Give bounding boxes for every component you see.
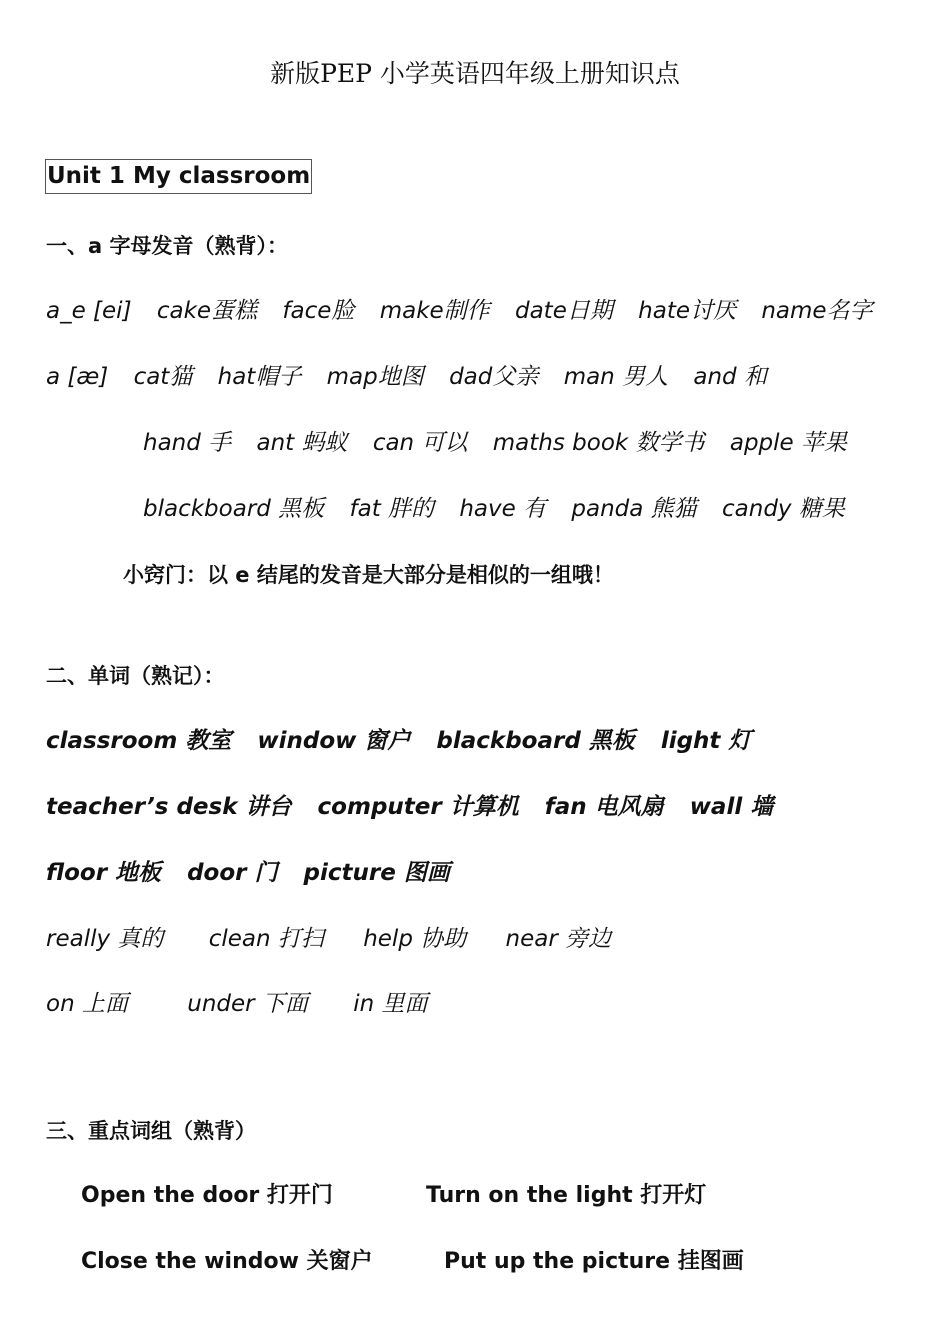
list-item: hate讨厌 (638, 298, 737, 324)
list-item: hat帽子 (217, 364, 302, 390)
list-item: classroom 教室 (46, 728, 232, 754)
vocab-row (46, 920, 629, 953)
list-item: door 门 (187, 860, 278, 886)
list-item: clean 打扫 (208, 926, 324, 952)
list-item: light 灯 (660, 728, 752, 754)
page-title: 新版PEP 小学英语四年级上册知识点 (270, 59, 680, 88)
phrase-item: Open the door 打开门 (81, 1183, 333, 1208)
unit-title: Unit 1 My classroom (45, 159, 312, 194)
list-item: fat 胖的 (349, 496, 435, 522)
list-item: near 旁边 (505, 926, 612, 952)
list-item: make制作 (379, 298, 490, 324)
list-item: dad父亲 (449, 364, 539, 390)
phrase-item: Close the window 关窗户 (81, 1249, 373, 1274)
list-item: wall 墙 (689, 794, 774, 820)
list-item: under 下面 (187, 991, 308, 1017)
pronunciation-row-ae (46, 292, 891, 325)
pronunciation-row-a (46, 358, 785, 391)
pronunciation-row-a-cont2 (143, 490, 863, 523)
vocab-row (46, 722, 769, 755)
list-item: window 窗户 (257, 728, 411, 754)
list-item: computer 计算机 (317, 794, 519, 820)
pronunciation-row-a-cont1 (143, 424, 865, 457)
list-item: a [æ] (46, 364, 109, 390)
phrase-item: Put up the picture 挂图画 (444, 1249, 744, 1274)
section-heading-vocabulary: 二、单词（熟记）： (46, 664, 225, 688)
list-item: hand 手 (143, 430, 232, 456)
list-item: name名字 (761, 298, 873, 324)
list-item: maths book 数学书 (492, 430, 705, 456)
list-item: on 上面 (46, 991, 128, 1017)
list-item: picture 图画 (303, 860, 450, 886)
list-item: blackboard 黑板 (143, 496, 325, 522)
list-item: date日期 (514, 298, 613, 324)
phrase-item: Turn on the light 打开灯 (426, 1183, 707, 1208)
list-item: floor 地板 (46, 860, 162, 886)
list-item: teacher’s desk 讲台 (46, 794, 292, 820)
section-heading-phrases: 三、重点词组（熟背） (46, 1119, 256, 1143)
list-item: cake蛋糕 (156, 298, 258, 324)
vocab-row (46, 788, 791, 821)
list-item: help 协助 (363, 926, 467, 952)
list-item: blackboard 黑板 (436, 728, 635, 754)
list-item: candy 糖果 (722, 496, 845, 522)
list-item: map地图 (326, 364, 424, 390)
list-item: face脸 (282, 298, 355, 324)
list-item: in 里面 (353, 991, 428, 1017)
list-item: apple 苹果 (729, 430, 847, 456)
list-item: panda 熊猫 (571, 496, 697, 522)
section-heading-pronunciation: 一、a 字母发音（熟背）： (46, 234, 288, 258)
tip-note: 小窍门：以 e 结尾的发音是大部分是相似的一组哦！ (123, 563, 614, 587)
vocab-row (46, 854, 468, 887)
list-item: cat猫 (133, 364, 193, 390)
list-item: a_e [ei] (46, 298, 132, 324)
list-item: have 有 (459, 496, 547, 522)
vocab-row (46, 985, 446, 1018)
list-item: fan 电风扇 (544, 794, 664, 820)
list-item: really 真的 (46, 926, 164, 952)
list-item: can 可以 (372, 430, 468, 456)
list-item: man 男人 (563, 364, 669, 390)
list-item: ant 蚂蚁 (256, 430, 348, 456)
list-item: and 和 (693, 364, 767, 390)
